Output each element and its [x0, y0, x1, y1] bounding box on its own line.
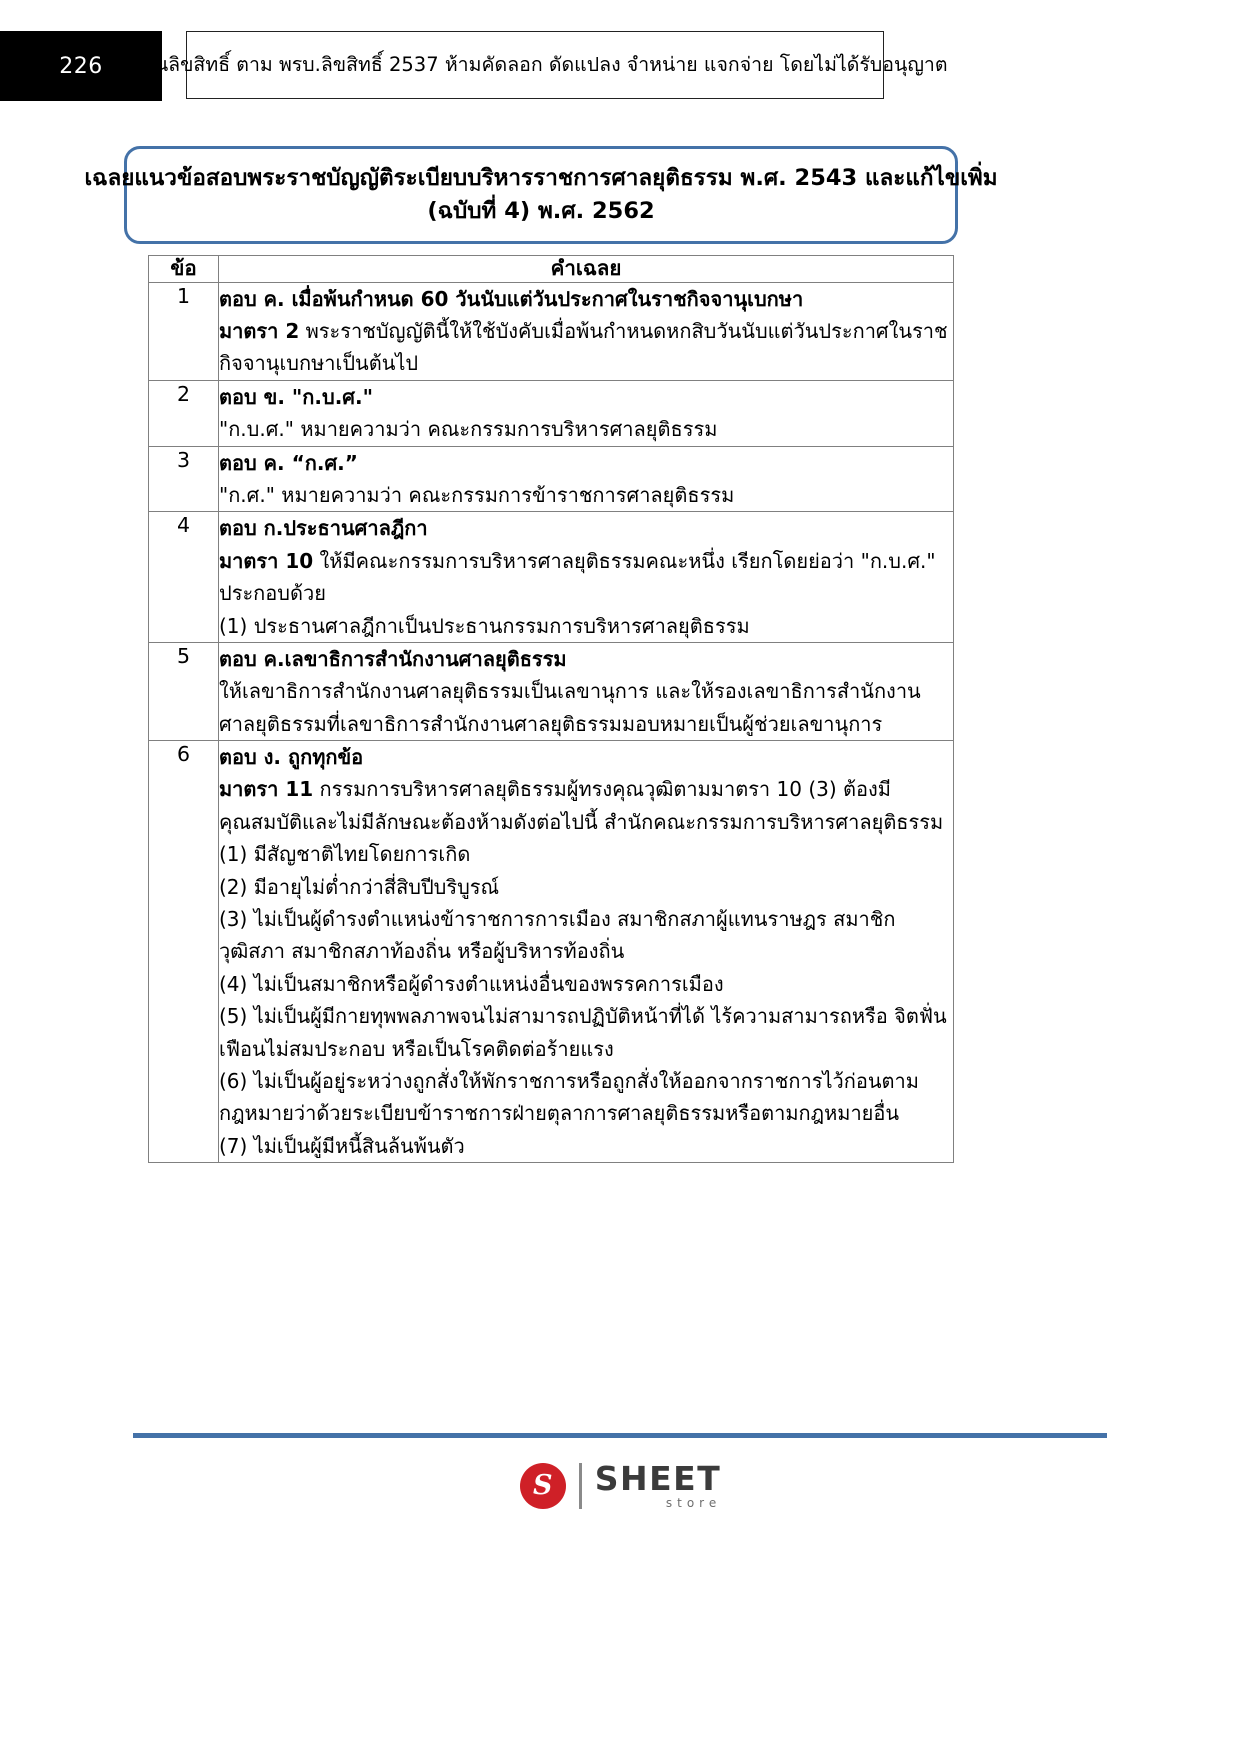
- footer-logo: [0, 1459, 1241, 1510]
- answer-explanation-paragraph: [219, 968, 953, 1000]
- answer-choice-line: ตอบ ค. “ก.ศ.”: [219, 450, 358, 475]
- answer-key-table: [148, 255, 954, 1163]
- answer-choice-line: ตอบ ข. "ก.บ.ศ.": [219, 384, 374, 409]
- table-body: [149, 282, 954, 1163]
- row-number: 5: [149, 642, 219, 740]
- answer-explanation-paragraph: [219, 610, 953, 642]
- paragraph-text: "ก.บ.ศ." หมายความว่า คณะกรรมการบริหารศาลยุติธรรม: [219, 417, 718, 442]
- paragraph-text: (5) ไม่เป็นผู้มีกายทุพพลภาพจนไม่สามารถปฏิบัติหน้าที่ได้ ไร้ความสามารถหรือ จิตฟั่นเฟือนไม่สมประกอบ หรือเป็นโรคติดต่อร้ายแรง: [219, 1004, 947, 1061]
- answer-explanation-paragraph: [219, 1065, 953, 1130]
- copyright-text: สงวนลิขสิทธิ์ ตาม พรบ.ลิขสิทธิ์ 2537 ห้ามคัดลอก ดัดแปลง จำหน่าย แจกจ่าย โดยไม่ได้รับอนุญาต: [122, 53, 948, 77]
- answer-explanation-paragraph: [219, 315, 953, 380]
- paragraph-text: "ก.ศ." หมายความว่า คณะกรรมการข้าราชการศาลยุติธรรม: [219, 482, 735, 507]
- row-number: 4: [149, 512, 219, 643]
- row-number: 3: [149, 446, 219, 512]
- logo-brand-name: SHEET: [594, 1459, 722, 1498]
- row-number: 6: [149, 741, 219, 1163]
- paragraph-text: (7) ไม่เป็นผู้มีหนี้สินล้นพ้นตัว: [219, 1133, 465, 1158]
- column-header-number: ข้อ: [149, 256, 219, 283]
- answer-cell: [219, 446, 954, 512]
- answer-explanation-paragraph: [219, 413, 953, 445]
- paragraph-text: (1) มีสัญชาติไทยโดยการเกิด: [219, 842, 471, 867]
- table-row: [149, 282, 954, 380]
- answer-explanation-paragraph: [219, 871, 953, 903]
- logo-divider: [579, 1463, 582, 1509]
- answer-cell: [219, 512, 954, 643]
- paragraph-text: กรรมการบริหารศาลยุติธรรมผู้ทรงคุณวุฒิตามมาตรา 10 (3) ต้องมีคุณสมบัติและไม่มีลักษณะต้องห้ามดังต่อไปนี้ สำนักคณะกรรมการบริหารศาลยุติธรรม: [219, 777, 944, 834]
- logo-wordmark: [594, 1459, 722, 1510]
- paragraph-text: (4) ไม่เป็นสมาชิกหรือผู้ดำรงตำแหน่งอื่นของพรรคการเมือง: [219, 971, 724, 996]
- logo-brand-sub: store: [665, 1496, 722, 1510]
- paragraph-text: (6) ไม่เป็นผู้อยู่ระหว่างถูกสั่งให้พักราชการหรือถูกสั่งให้ออกจากราชการไว้ก่อนตามกฎหมายว่าด้วยระเบียบข้าราชการฝ่ายตุลาการศาลยุติธรรมหรือตามกฎหมายอื่น: [219, 1069, 919, 1126]
- section-reference: มาตรา 2: [219, 319, 300, 344]
- answer-explanation-paragraph: [219, 1130, 953, 1162]
- answer-cell: [219, 282, 954, 380]
- sheet-store-logo-icon: [520, 1463, 566, 1509]
- table-row: [149, 446, 954, 512]
- answer-choice-line: ตอบ ค. เมื่อพ้นกำหนด 60 วันนับแต่วันประกาศในราชกิจจานุเบกษา: [219, 286, 804, 311]
- answer-explanation-paragraph: [219, 675, 953, 740]
- answer-explanation-paragraph: [219, 479, 953, 511]
- answer-cell: [219, 741, 954, 1163]
- paragraph-text: (1) ประธานศาลฎีกาเป็นประธานกรรมการบริหารศาลยุติธรรม: [219, 613, 750, 638]
- paragraph-text: (2) มีอายุไม่ต่ำกว่าสี่สิบปีบริบูรณ์: [219, 874, 500, 899]
- answer-cell: [219, 642, 954, 740]
- page-number: 226: [59, 53, 103, 79]
- row-number: 1: [149, 282, 219, 380]
- table-header-row: [149, 256, 954, 283]
- answer-explanation-paragraph: [219, 1000, 953, 1065]
- paragraph-text: ให้มีคณะกรรมการบริหารศาลยุติธรรมคณะหนึ่ง เรียกโดยย่อว่า "ก.บ.ศ." ประกอบด้วย: [219, 548, 936, 606]
- table-row: [149, 642, 954, 740]
- table-row: [149, 741, 954, 1163]
- copyright-notice-box: [122, 31, 948, 99]
- answer-explanation-paragraph: [219, 838, 953, 870]
- answer-choice-line: ตอบ ง. ถูกทุกข้อ: [219, 745, 364, 770]
- footer-divider-rule: [133, 1433, 1107, 1438]
- answer-cell: [219, 380, 954, 446]
- page-title-line-2: (ฉบับที่ 4) พ.ศ. 2562: [427, 198, 655, 224]
- answer-explanation-paragraph: [219, 903, 953, 968]
- paragraph-text: ให้เลขาธิการสำนักงานศาลยุติธรรมเป็นเลขานุการ และให้รองเลขาธิการสำนักงานศาลยุติธรรมที่เลขาธิการสำนักงานศาลยุติธรรมมอบหมายเป็นผู้ช่วยเลขานุการ: [219, 679, 921, 736]
- answer-explanation-paragraph: [219, 773, 953, 838]
- column-header-answer: คำเฉลย: [219, 256, 954, 283]
- page-title-line-1: เฉลยแนวข้อสอบพระราชบัญญัติระเบียบบริหารราชการศาลยุติธรรม พ.ศ. 2543 และแก้ไขเพิ่ม: [84, 165, 998, 192]
- table-row: [149, 512, 954, 643]
- paragraph-text: พระราชบัญญัตินี้ให้ใช้บังคับเมื่อพ้นกำหนดหกสิบวันนับแต่วันประกาศในราชกิจจานุเบกษาเป็นต้นไป: [219, 319, 948, 376]
- logo-letter: S: [533, 1470, 553, 1501]
- answer-explanation-paragraph: [219, 545, 953, 610]
- row-number: 2: [149, 380, 219, 446]
- section-reference: มาตรา 10: [219, 548, 314, 573]
- document-title-box: [84, 146, 998, 244]
- page-header: [0, 31, 1241, 101]
- section-reference: มาตรา 11: [219, 777, 314, 802]
- answer-choice-line: ตอบ ก.ประธานศาลฎีกา: [219, 516, 428, 541]
- table-row: [149, 380, 954, 446]
- paragraph-text: (3) ไม่เป็นผู้ดำรงตำแหน่งข้าราชการการเมือง สมาชิกสภาผู้แทนราษฎร สมาชิกวุฒิสภา สมาชิกสภาท้องถิ่น หรือผู้บริหารท้องถิ่น: [219, 907, 896, 964]
- answer-choice-line: ตอบ ค.เลขาธิการสำนักงานศาลยุติธรรม: [219, 646, 567, 671]
